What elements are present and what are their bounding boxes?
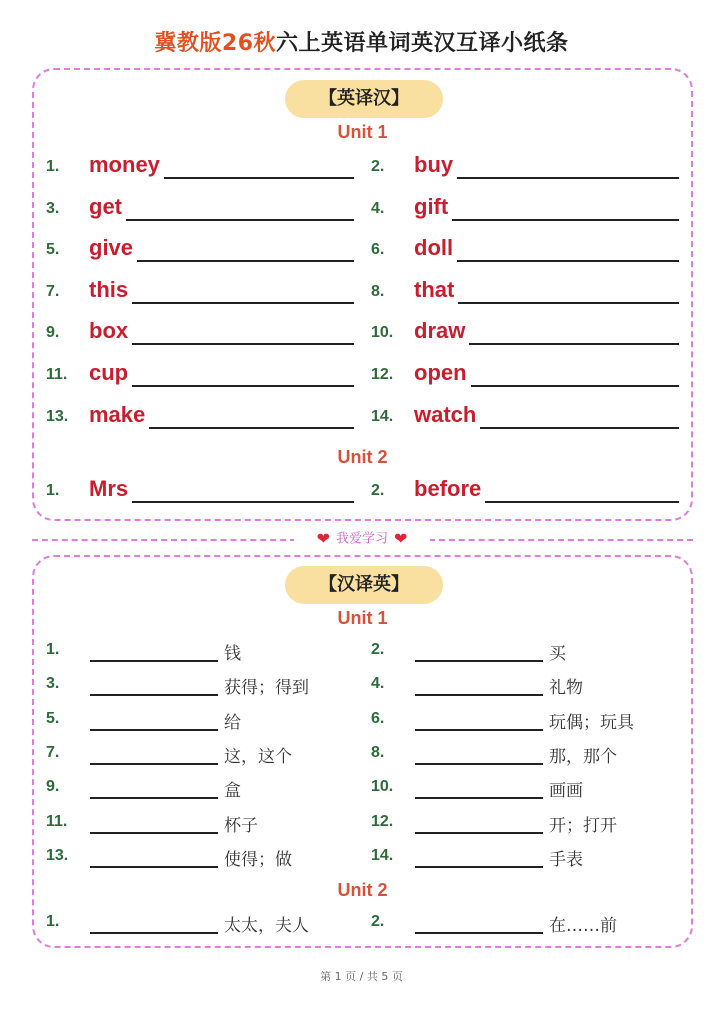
item-number: 4. <box>371 199 385 217</box>
item-number: 9. <box>46 778 60 796</box>
heart-icon: ❤ <box>316 529 330 548</box>
answer-line[interactable] <box>415 932 543 934</box>
chinese-meaning: 钱 <box>224 644 241 664</box>
c2e-heading: 【汉译英】 <box>285 566 443 604</box>
answer-line[interactable] <box>415 660 543 662</box>
chinese-meaning: 使得；做 <box>224 849 292 870</box>
item-number: 5. <box>46 241 60 259</box>
english-word: buy <box>414 152 454 177</box>
english-word: doll <box>414 235 454 261</box>
c2e-item <box>46 910 356 940</box>
english-word: box <box>89 318 129 344</box>
answer-line[interactable] <box>415 694 543 696</box>
c2e-item <box>371 775 681 805</box>
answer-line[interactable] <box>457 260 679 262</box>
e2c-item <box>371 276 681 306</box>
item-number: 1. <box>46 482 60 499</box>
english-word: cup <box>89 360 129 385</box>
c2e-item <box>46 844 356 874</box>
c2e-item <box>46 638 356 668</box>
chinese-meaning: 画画 <box>549 781 583 802</box>
answer-line[interactable] <box>90 866 218 868</box>
e2c-item <box>371 475 681 505</box>
answer-line[interactable] <box>90 797 218 799</box>
e2c-item <box>46 401 356 431</box>
c2e-item <box>46 707 356 737</box>
english-word: give <box>89 235 134 261</box>
answer-line[interactable] <box>90 832 218 834</box>
answer-line[interactable] <box>469 343 679 345</box>
item-number: 3. <box>46 675 60 693</box>
e2c-unit2-label: Unit 2 <box>337 447 388 467</box>
e2c-item <box>46 359 356 389</box>
answer-line[interactable] <box>90 932 218 934</box>
answer-line[interactable] <box>90 763 218 765</box>
c2e-unit2-label: Unit 2 <box>337 880 388 900</box>
item-number: 7. <box>46 743 60 761</box>
e2c-item <box>371 317 681 347</box>
c2e-item <box>371 672 681 702</box>
answer-line[interactable] <box>137 260 354 262</box>
chinese-meaning: 太太，夫人 <box>224 916 309 936</box>
answer-line[interactable] <box>480 427 679 429</box>
item-number: 10. <box>371 324 394 342</box>
item-number: 1. <box>46 641 60 658</box>
answer-line[interactable] <box>471 385 679 387</box>
c2e-item <box>371 810 681 840</box>
c2e-item <box>371 638 681 668</box>
e2c-item <box>371 151 681 181</box>
chinese-meaning: 盒 <box>224 781 241 802</box>
english-word: before <box>414 476 482 501</box>
answer-line[interactable] <box>90 694 218 696</box>
answer-line[interactable] <box>164 177 354 179</box>
item-number: 1. <box>46 158 60 175</box>
c2e-item <box>371 844 681 874</box>
item-number: 3. <box>46 199 60 217</box>
answer-line[interactable] <box>415 832 543 834</box>
item-number: 10. <box>371 778 394 796</box>
item-number: 13. <box>46 407 69 425</box>
chinese-to-english-panel <box>32 555 693 948</box>
chinese-meaning: 玩偶；玩具 <box>549 712 634 733</box>
chinese-meaning: 杯子 <box>224 815 258 836</box>
e2c-item <box>371 401 681 431</box>
answer-line[interactable] <box>415 797 543 799</box>
item-number: 6. <box>371 241 385 259</box>
c2e-item <box>46 810 356 840</box>
english-word: money <box>89 152 160 177</box>
title-rest: 六上英语单词英汉互译小纸条 <box>276 31 569 56</box>
english-word: that <box>414 276 455 302</box>
chinese-meaning: 礼物 <box>549 678 583 699</box>
item-number: 6. <box>371 709 385 727</box>
chinese-meaning: 这，这个 <box>224 746 292 767</box>
english-word: watch <box>414 401 477 427</box>
e2c-item <box>46 151 356 181</box>
e2c-item <box>46 317 356 347</box>
item-number: 8. <box>371 743 385 761</box>
chinese-meaning: 在……前 <box>549 916 617 936</box>
item-number: 12. <box>371 812 394 830</box>
c2e-item <box>46 775 356 805</box>
title-highlight: 冀教版26秋 <box>154 31 277 56</box>
divider-text: 我爱学习 <box>335 531 388 547</box>
e2c-heading: 【英译汉】 <box>285 80 443 118</box>
e2c-item <box>46 193 356 223</box>
e2c-item <box>46 276 356 306</box>
item-number: 4. <box>371 675 385 693</box>
item-number: 14. <box>371 846 394 864</box>
item-number: 11. <box>46 812 68 830</box>
item-number: 12. <box>371 366 394 383</box>
answer-line[interactable] <box>485 501 679 503</box>
answer-line[interactable] <box>149 427 354 429</box>
answer-line[interactable] <box>132 385 354 387</box>
answer-line[interactable] <box>415 763 543 765</box>
english-word: gift <box>414 193 449 219</box>
answer-line[interactable] <box>132 343 354 345</box>
item-number: 11. <box>46 366 68 383</box>
answer-line[interactable] <box>132 501 354 503</box>
heart-icon: ❤ <box>394 529 408 548</box>
item-number: 7. <box>46 282 60 300</box>
e2c-item <box>371 193 681 223</box>
e2c-unit1-label: Unit 1 <box>337 122 388 142</box>
answer-line[interactable] <box>452 219 679 221</box>
e2c-item <box>46 234 356 264</box>
item-number: 8. <box>371 282 385 300</box>
chinese-meaning: 给 <box>224 712 241 733</box>
page-title <box>0 26 723 57</box>
answer-line[interactable] <box>132 302 354 304</box>
english-word: open <box>414 360 467 385</box>
c2e-item <box>46 672 356 702</box>
item-number: 2. <box>371 913 385 930</box>
item-number: 13. <box>46 846 69 864</box>
page-footer: 第 1 页 / 共 5 页 <box>320 970 403 983</box>
english-word: make <box>89 401 146 427</box>
english-word: this <box>89 276 129 302</box>
chinese-meaning: 买 <box>549 644 566 664</box>
item-number: 2. <box>371 158 385 175</box>
divider-label <box>294 528 430 550</box>
answer-line[interactable] <box>415 866 543 868</box>
answer-line[interactable] <box>90 660 218 662</box>
answer-line[interactable] <box>126 219 354 221</box>
chinese-meaning: 开；打开 <box>549 815 617 836</box>
e2c-item <box>46 475 356 505</box>
answer-line[interactable] <box>458 302 679 304</box>
answer-line[interactable] <box>457 177 679 179</box>
chinese-meaning: 手表 <box>549 849 583 870</box>
item-number: 2. <box>371 482 385 499</box>
answer-line[interactable] <box>90 729 218 731</box>
item-number: 9. <box>46 324 60 342</box>
item-number: 2. <box>371 641 385 658</box>
c2e-item <box>371 910 681 940</box>
c2e-item <box>371 741 681 771</box>
english-word: get <box>89 193 122 219</box>
answer-line[interactable] <box>415 729 543 731</box>
item-number: 14. <box>371 407 394 425</box>
chinese-meaning: 获得；得到 <box>224 678 309 699</box>
item-number: 1. <box>46 913 60 930</box>
e2c-item <box>371 359 681 389</box>
english-to-chinese-panel <box>32 68 693 521</box>
item-number: 5. <box>46 709 60 727</box>
chinese-meaning: 那，那个 <box>549 746 617 767</box>
c2e-unit1-label: Unit 1 <box>337 608 388 628</box>
c2e-item <box>371 707 681 737</box>
c2e-item <box>46 741 356 771</box>
english-word: draw <box>414 318 466 344</box>
e2c-item <box>371 234 681 264</box>
english-word: Mrs <box>89 476 129 501</box>
